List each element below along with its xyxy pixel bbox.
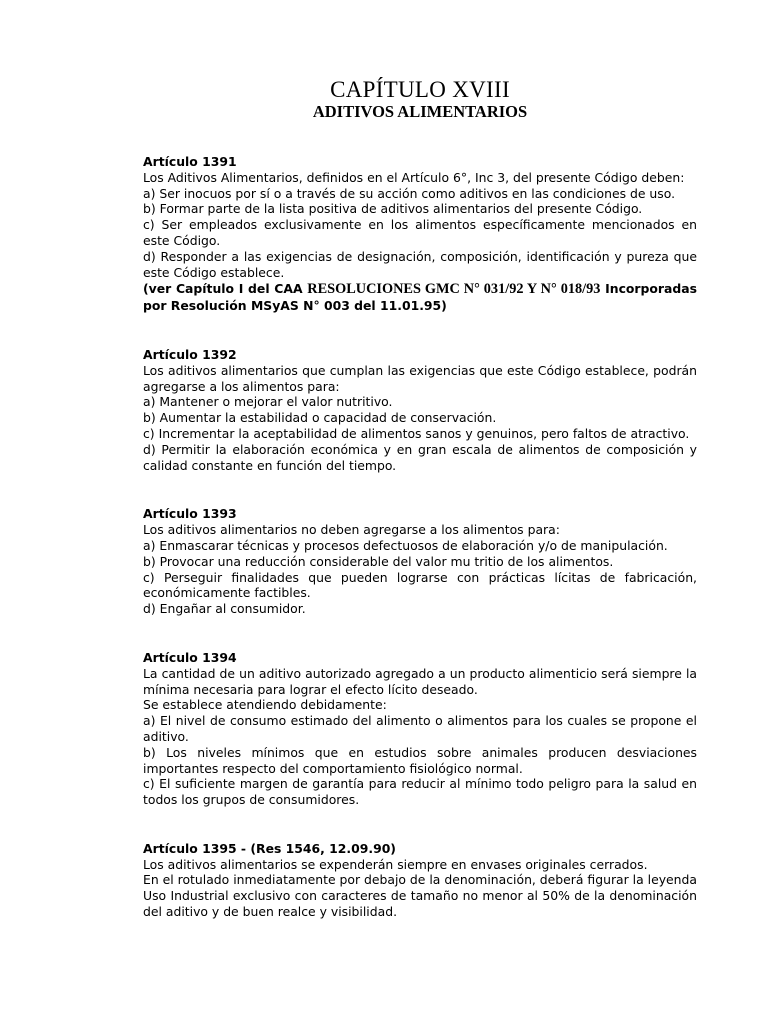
article-1392: [143, 347, 697, 473]
article-item: a) Ser inocuos por sí o a través de su acción como aditivos en las condiciones de uso.: [143, 185, 676, 201]
article-item: d) Responder a las exigencias de designación, composición, identificación y pureza que este Código establece.: [143, 248, 697, 280]
reference-note-part: Incorporadas por Resolución MSyAS N° 003 del 11.01.95): [143, 281, 697, 314]
article-item: d) Permitir la elaboración económica y en gran escala de alimentos de composición y calidad constante en función del tiempo.: [143, 441, 697, 473]
article-item: b) Provocar una reducción considerable del valor mu tritio de los alimentos.: [143, 553, 614, 569]
document-body: [143, 154, 697, 920]
chapter-subtitle: ADITIVOS ALIMENTARIOS: [312, 102, 528, 121]
article-heading: Artículo 1395 - (Res 1546, 12.09.90): [143, 840, 396, 856]
article-1391: [143, 154, 697, 314]
article-paragraph: Los Aditivos Alimentarios, definidos en el Artículo 6°, Inc 3, del presente Código deben:: [143, 169, 685, 185]
article-item: a) El nivel de consumo estimado del alimento o alimentos para los cuales se propone el aditivo.: [143, 713, 697, 744]
reference-note-part: (ver Capítulo I del CAA: [143, 281, 303, 297]
article-heading: Artículo 1391: [143, 154, 237, 169]
article-item: b) Aumentar la estabilidad o capacidad de conservación.: [143, 410, 497, 426]
article-item: b) Formar parte de la lista positiva de aditivos alimentarios del presente Código.: [143, 201, 643, 217]
reference-note: [143, 281, 697, 314]
article-heading: Artículo 1394: [143, 649, 237, 665]
reference-note-resolutions: RESOLUCIONES GMC N° 031/92 Y N° 018/93: [307, 281, 601, 298]
article-heading: Artículo 1392: [143, 346, 237, 362]
article-item: a) Mantener o mejorar el valor nutritivo.: [143, 394, 393, 410]
article-item: b) Los niveles mínimos que en estudios sobre animales producen desviaciones importantes respecto del comportamiento fisiológico normal.: [143, 744, 697, 776]
article-1394: [143, 650, 697, 808]
article-1395: [143, 841, 697, 920]
article-item: c) Incrementar la aceptabilidad de alimentos sanos y genuinos, pero faltos de atractivo.: [143, 425, 690, 441]
article-paragraph: En el rotulado inmediatamente por debajo de la denominación, deberá figurar la leyenda Uso Industrial exclusivo con caracteres de tamaño no menor al 50% de la denominación del aditivo y de buen realce y visibilidad.: [143, 872, 697, 920]
article-paragraph: Los aditivos alimentarios que cumplan las exigencias que este Código establece, podrán agregarse a los alimentos para:: [143, 362, 697, 394]
article-paragraph: La cantidad de un aditivo autorizado agregado a un producto alimenticio será siempre la mínima necesaria para lograr el efecto lícito deseado.: [143, 665, 697, 697]
article-paragraph: Se establece atendiendo debidamente:: [143, 697, 387, 713]
article-item: d) Engañar al consumidor.: [143, 601, 306, 617]
article-paragraph: Los aditivos alimentarios no deben agregarse a los alimentos para:: [143, 522, 560, 538]
article-paragraph: Los aditivos alimentarios se expenderán siempre en envases originales cerrados.: [143, 856, 648, 872]
article-item: c) Ser empleados exclusivamente en los alimentos específicamente mencionados en este Código.: [143, 217, 697, 248]
chapter-title: CAPÍTULO XVIII: [330, 77, 510, 102]
article-item: a) Enmascarar técnicas y procesos defectuosos de elaboración y/o de manipulación.: [143, 537, 668, 553]
article-1393: [143, 506, 697, 617]
article-item: c) El suficiente margen de garantía para reducir al mínimo todo peligro para la salud en todos los grupos de consumidores.: [143, 776, 697, 808]
article-item: c) Perseguir finalidades que pueden lograrse con prácticas lícitas de fabricación, económicamente factibles.: [143, 569, 697, 601]
article-heading: Artículo 1393: [143, 506, 237, 522]
